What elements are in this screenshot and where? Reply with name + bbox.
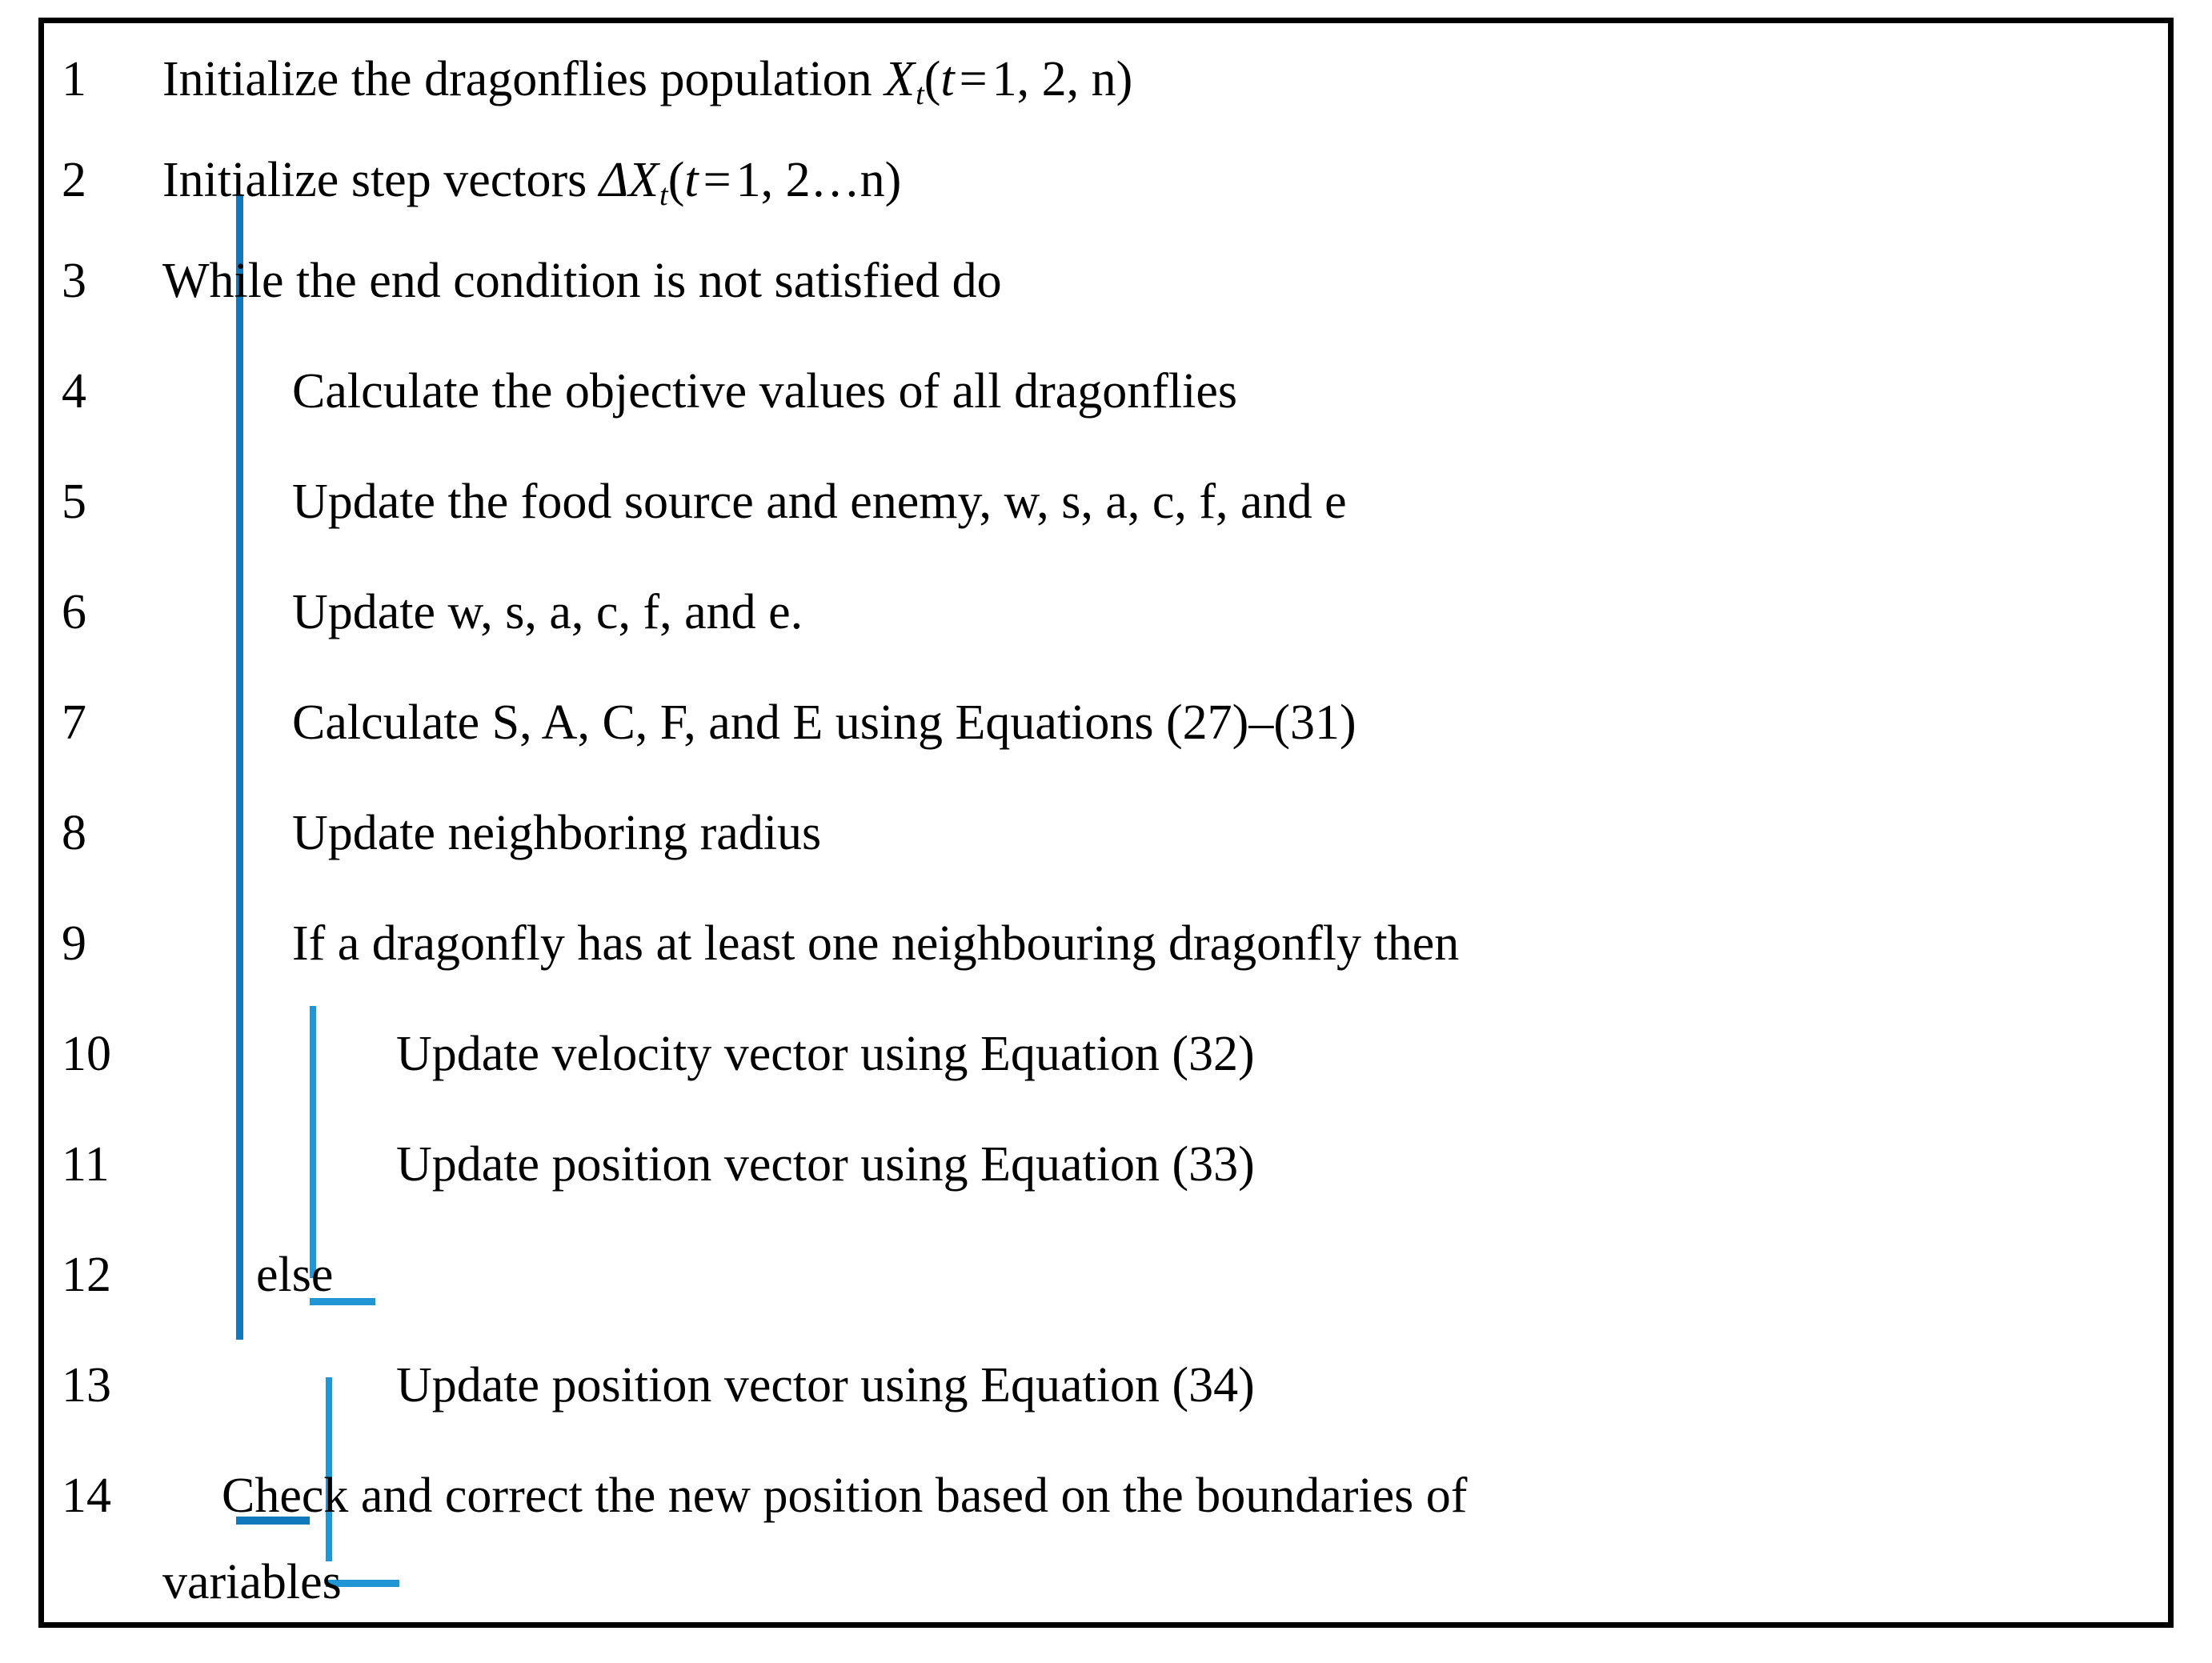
pseudocode-line-continuation	[44, 1544, 2168, 1621]
line-number: 14	[62, 1469, 111, 1523]
line-number: 11	[62, 1137, 110, 1192]
line-number: 12	[62, 1248, 111, 1302]
math-var: ΔX	[599, 153, 659, 207]
pseudocode-line	[44, 353, 2168, 430]
line-text: Initialize step vectors	[162, 153, 587, 207]
line-statement: Calculate S, A, C, F, and E using Equations (27)–(31)	[292, 695, 1356, 750]
pseudocode-line	[44, 1236, 2168, 1313]
line-number: 13	[62, 1358, 111, 1413]
pseudocode-line	[44, 1016, 2168, 1092]
pseudocode-line	[44, 1347, 2168, 1424]
line-statement: While the end condition is not satisfied do	[162, 254, 1002, 308]
math-arg: t	[684, 153, 699, 207]
line-statement: Update position vector using Equation (34)	[396, 1358, 1255, 1413]
math-open-paren: (	[667, 153, 685, 207]
line-statement: variables	[162, 1555, 342, 1609]
line-number: 9	[62, 916, 86, 971]
math-expression	[884, 52, 1133, 111]
math-subscript: t	[916, 77, 924, 111]
math-close-paren: )	[884, 153, 902, 207]
math-values: 1, 2, n	[992, 52, 1116, 106]
line-number: 6	[62, 585, 86, 639]
line-statement	[162, 142, 901, 234]
line-statement: Update w, s, a, c, f, and e.	[292, 585, 803, 639]
math-close-paren: )	[1116, 52, 1133, 106]
math-operator: =	[703, 153, 731, 207]
math-expression	[599, 153, 902, 212]
math-var: X	[884, 52, 916, 106]
math-operator: =	[959, 52, 988, 106]
algorithm-body	[44, 23, 2168, 1622]
line-statement: Update position vector using Equation (33)	[396, 1137, 1255, 1192]
line-number: 7	[62, 695, 86, 750]
line-statement: If a dragonfly has at least one neighbouring dragonfly then	[292, 916, 1460, 971]
pseudocode-line	[44, 684, 2168, 761]
pseudocode-line	[44, 142, 2168, 218]
pseudocode-line	[44, 905, 2168, 982]
pseudocode-line	[44, 574, 2168, 651]
math-open-paren: (	[924, 52, 941, 106]
math-arg: t	[940, 52, 955, 106]
pseudocode-line	[44, 1457, 2168, 1534]
line-number: 5	[62, 475, 86, 529]
pseudocode-line	[44, 795, 2168, 872]
line-number: 2	[62, 153, 86, 207]
pseudocode-line	[44, 41, 2168, 118]
pseudocode-line	[44, 242, 2168, 319]
line-number: 10	[62, 1027, 111, 1081]
line-statement: Calculate the objective values of all dragonflies	[292, 364, 1237, 419]
line-statement: Check and correct the new position based on the boundaries of	[222, 1469, 1468, 1523]
line-statement: else	[256, 1248, 334, 1302]
algorithm-box	[38, 18, 2174, 1628]
line-text: Initialize the dragonflies population	[162, 52, 872, 106]
math-values: 1, 2…n	[735, 153, 885, 207]
pseudocode-line	[44, 463, 2168, 540]
line-statement: Update the food source and enemy, w, s, a, c, f, and e	[292, 475, 1347, 529]
line-statement: Update velocity vector using Equation (32)	[396, 1027, 1255, 1081]
line-number: 8	[62, 806, 86, 860]
line-statement: Update neighboring radius	[292, 806, 822, 860]
line-number: 4	[62, 364, 86, 419]
line-number: 1	[62, 52, 86, 106]
pseudocode-line	[44, 1126, 2168, 1203]
line-number: 3	[62, 254, 86, 308]
line-statement	[162, 41, 1132, 133]
math-subscript: t	[659, 178, 668, 212]
